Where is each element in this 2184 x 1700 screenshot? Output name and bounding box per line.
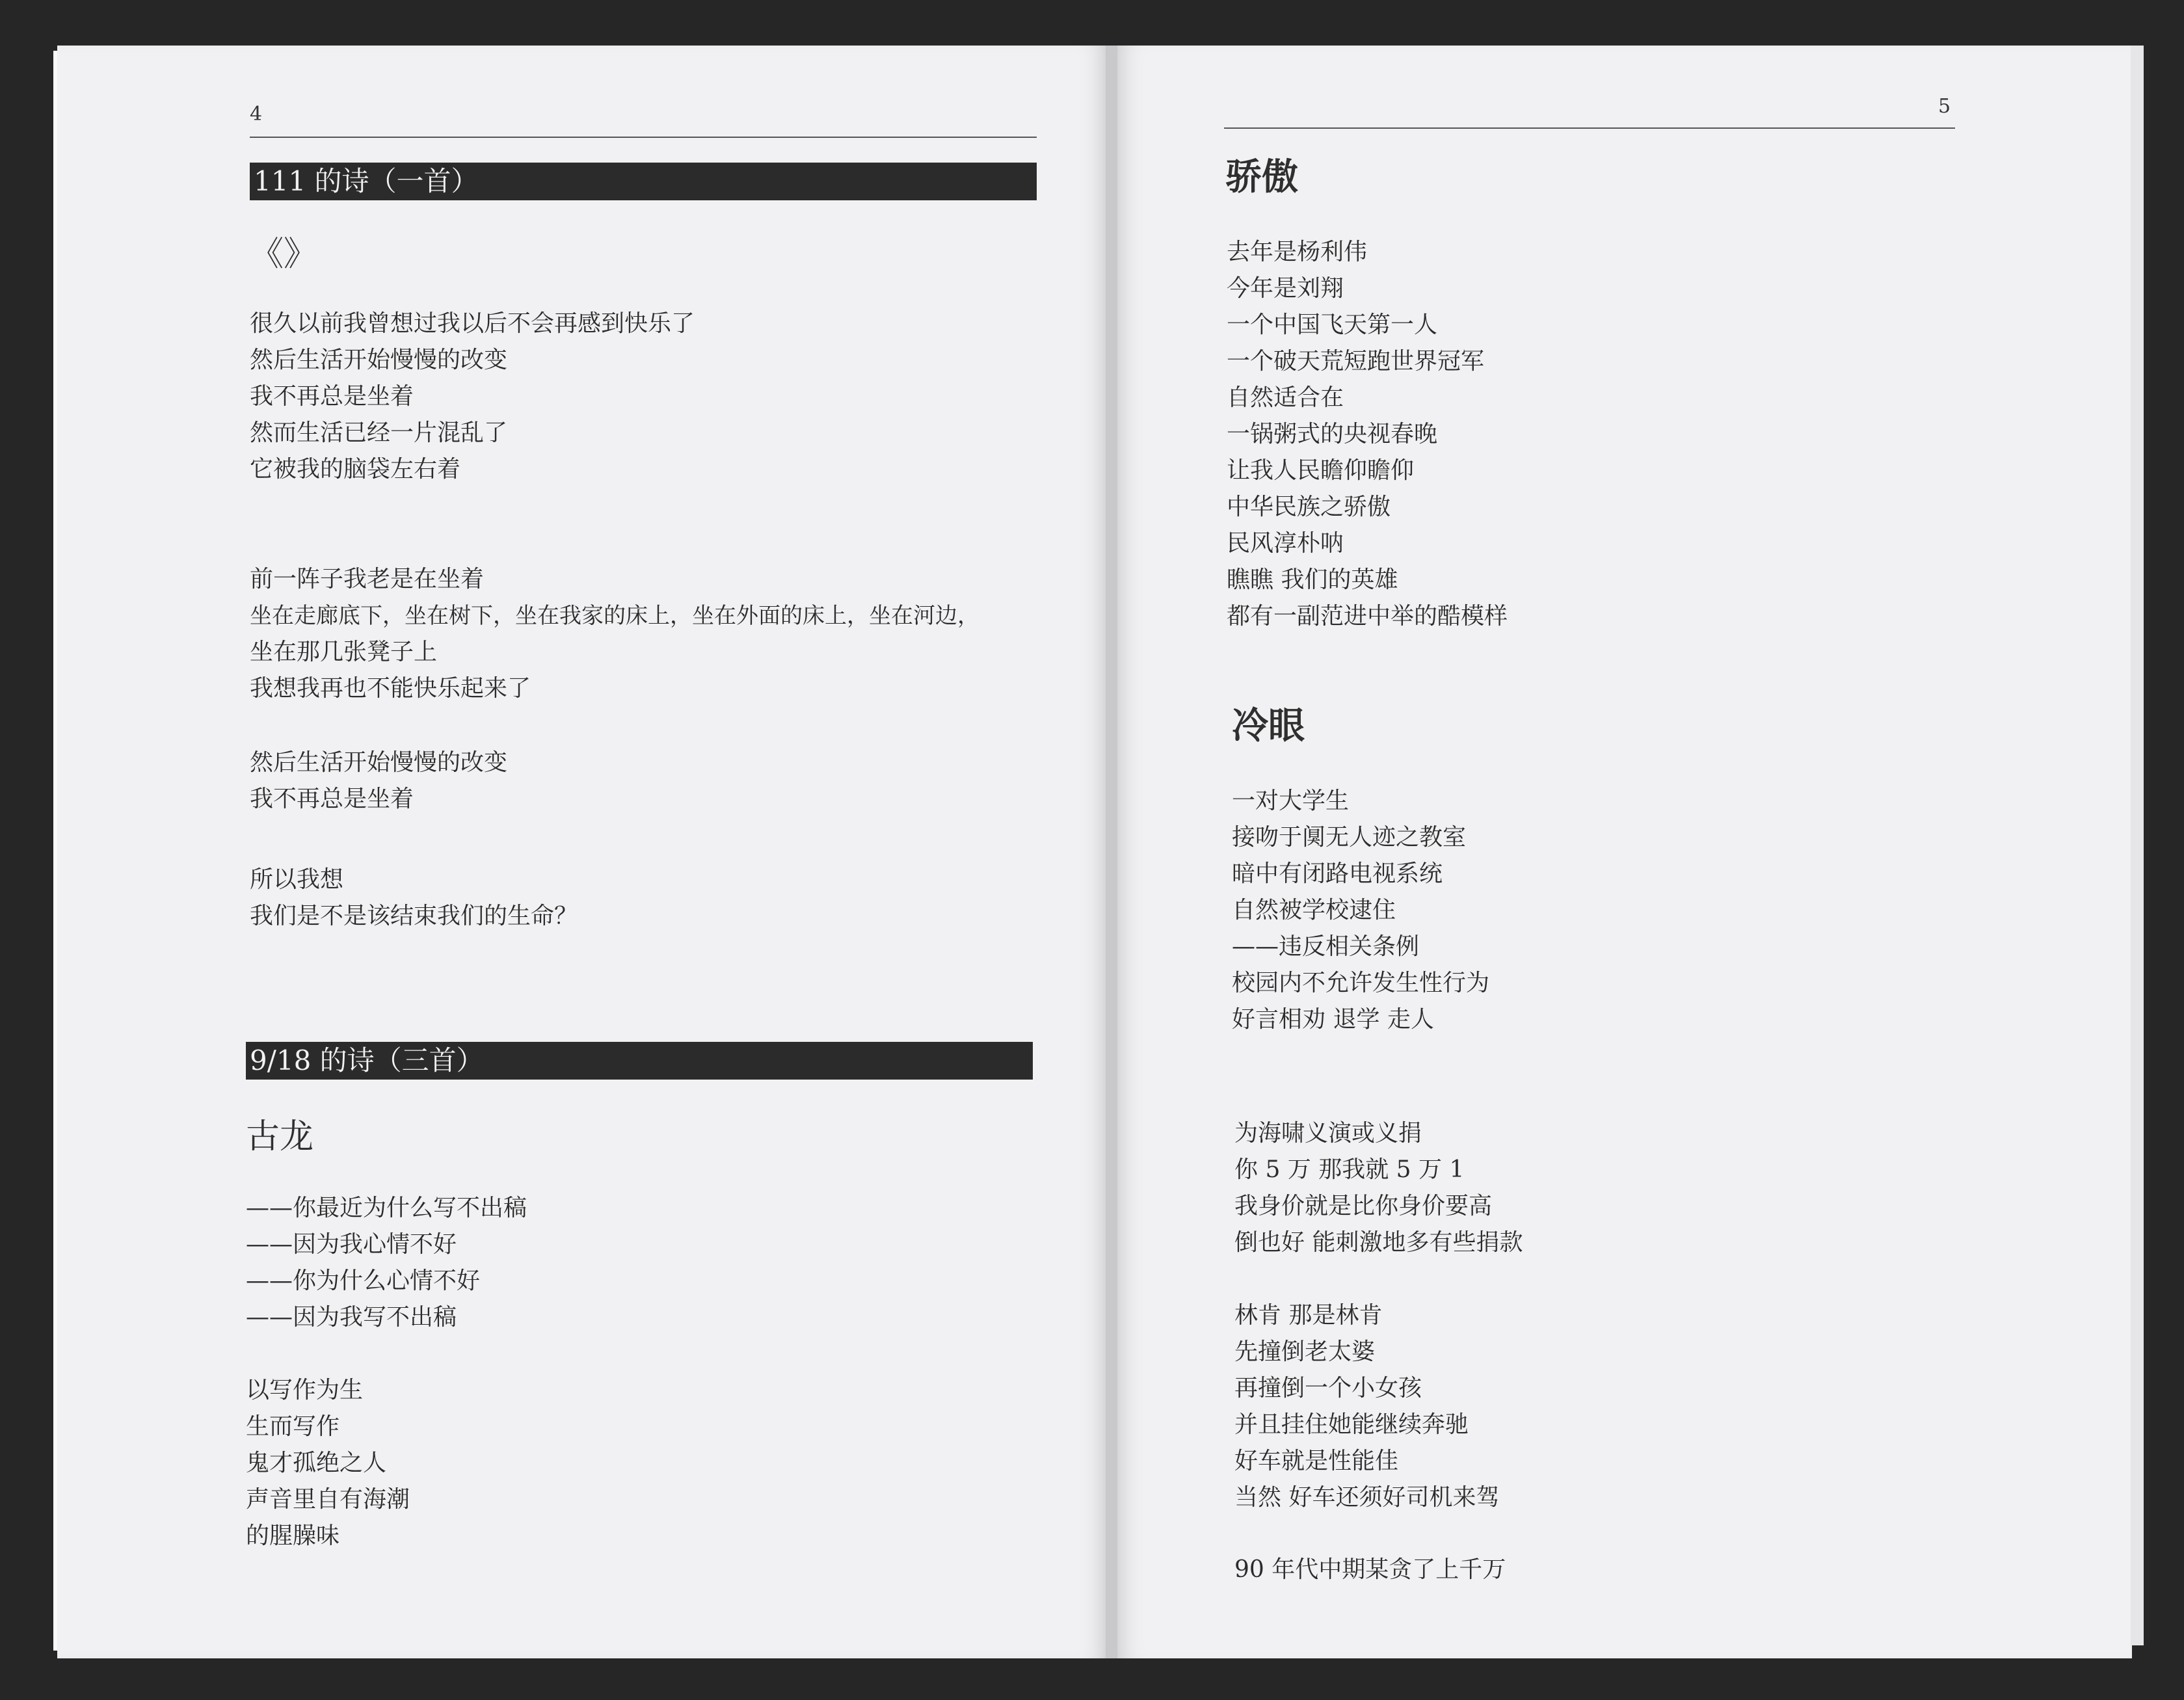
poem-line: 生而写作 (246, 1413, 340, 1440)
poem-line: 再撞倒一个小女孩 (1234, 1375, 1422, 1401)
poem-line: ——违反相关条例 (1232, 933, 1420, 960)
poem-line: 我身价就是比你身价要高 (1234, 1193, 1493, 1219)
stanza (1227, 234, 1508, 635)
poem-line: 先撞倒老太婆 (1234, 1338, 1376, 1365)
stanza (250, 306, 695, 488)
poem-line: 我不再总是坐着 (250, 786, 414, 812)
poem-line: 为海啸义演或义捐 (1234, 1120, 1422, 1147)
page-number-right: 5 (1938, 95, 1951, 118)
page-stack-edge-right (2131, 46, 2144, 1645)
poem-title-lengyan: 冷眼 (1232, 705, 1305, 747)
stanza (246, 1190, 527, 1336)
stanza (1234, 1115, 1523, 1261)
poem-line: 前一阵子我老是在坐着 (250, 566, 485, 592)
right-page (1117, 46, 2132, 1658)
poem-line: 90 年代中期某贪了上千万 (1234, 1556, 1506, 1583)
poem-line: ——你为什么心情不好 (246, 1268, 481, 1294)
poem-line: 我想我再也不能快乐起来了 (250, 675, 531, 702)
poem-line: 然后生活开始慢慢的改变 (250, 749, 508, 776)
poem-line: 自然适合在 (1227, 384, 1344, 411)
poem-line: 中华民族之骄傲 (1227, 494, 1391, 520)
stanza (250, 745, 507, 817)
poem-line: 校园内不允许发生性行为 (1232, 970, 1490, 996)
poem-line: 并且挂住她能继续奔驰 (1234, 1411, 1469, 1438)
stanza (1234, 1297, 1499, 1516)
poem-line: 好车就是性能佳 (1234, 1448, 1399, 1474)
stanza (246, 1372, 410, 1554)
section-header-111: 111 的诗（一首） (250, 163, 1037, 200)
poem-line: 自然被学校逮住 (1232, 897, 1396, 923)
poem-line: 坐在走廊底下，坐在树下，坐在我家的床上，坐在外面的床上，坐在河边， (250, 603, 979, 629)
poem-line: 一个破天荒短跑世界冠军 (1227, 348, 1485, 375)
poem-line: 今年是刘翔 (1227, 275, 1344, 302)
poem-title-untitled: 《》 (250, 235, 318, 274)
stanza (1234, 1552, 1506, 1588)
poem-line: 瞧瞧 我们的英雄 (1227, 566, 1398, 593)
poem-line: ——因为我写不出稿 (246, 1304, 457, 1331)
poem-line: 它被我的脑袋左右着 (250, 456, 461, 483)
stanza (1232, 783, 1489, 1038)
header-rule-right (1224, 127, 1955, 129)
poem-line: ——你最近为什么写不出稿 (246, 1195, 527, 1221)
poem-line: 都有一副范进中举的酷模样 (1227, 603, 1508, 630)
poem-line: 林肯 那是林肯 (1234, 1302, 1383, 1329)
poem-line: 接吻于阒无人迹之教室 (1232, 824, 1467, 851)
poem-line: 的腥臊味 (246, 1522, 340, 1549)
poem-line: 暗中有闭路电视系统 (1232, 860, 1443, 887)
poem-line: 然而生活已经一片混乱了 (250, 419, 508, 446)
section-header-918: 9/18 的诗（三首） (246, 1042, 1033, 1080)
poem-line: 我不再总是坐着 (250, 383, 414, 410)
poem-line: 去年是杨利伟 (1227, 239, 1368, 265)
poem-line: 一对大学生 (1232, 788, 1350, 814)
page-number-left: 4 (250, 103, 263, 126)
book-gutter (1106, 46, 1119, 1658)
stanza (250, 561, 979, 707)
left-page (57, 46, 1108, 1658)
poem-line: 民风淳朴呐 (1227, 530, 1344, 557)
poem-line: 所以我想 (250, 866, 344, 893)
poem-line: 你 5 万 那我就 5 万 1 (1234, 1156, 1465, 1183)
poem-line: 一个中国飞天第一人 (1227, 312, 1438, 338)
poem-line: 坐在那几张凳子上 (250, 639, 438, 665)
poem-line: 倒也好 能刺激地多有些捐款 (1234, 1229, 1523, 1256)
poem-line: 声音里自有海潮 (246, 1486, 410, 1513)
poem-line: 很久以前我曾想过我以后不会再感到快乐了 (250, 310, 695, 337)
poem-line: 当然 好车还须好司机来驾 (1234, 1484, 1500, 1511)
stanza (250, 862, 578, 935)
poem-line: 然后生活开始慢慢的改变 (250, 347, 508, 373)
poem-line: 鬼才孤绝之人 (246, 1450, 387, 1476)
poem-line: 我们是不是该结束我们的生命？ (250, 903, 578, 929)
poem-line: 一锅粥式的央视春晚 (1227, 421, 1438, 447)
poem-line: 好言相劝 退学 走人 (1232, 1006, 1434, 1033)
poem-title-gulong: 古龙 (246, 1117, 314, 1156)
poem-line: ——因为我心情不好 (246, 1231, 457, 1258)
poem-title-jiaoao: 骄傲 (1225, 156, 1298, 198)
poem-line: 让我人民瞻仰瞻仰 (1227, 457, 1415, 484)
header-rule-left (250, 137, 1037, 138)
poem-line: 以写作为生 (246, 1377, 364, 1403)
